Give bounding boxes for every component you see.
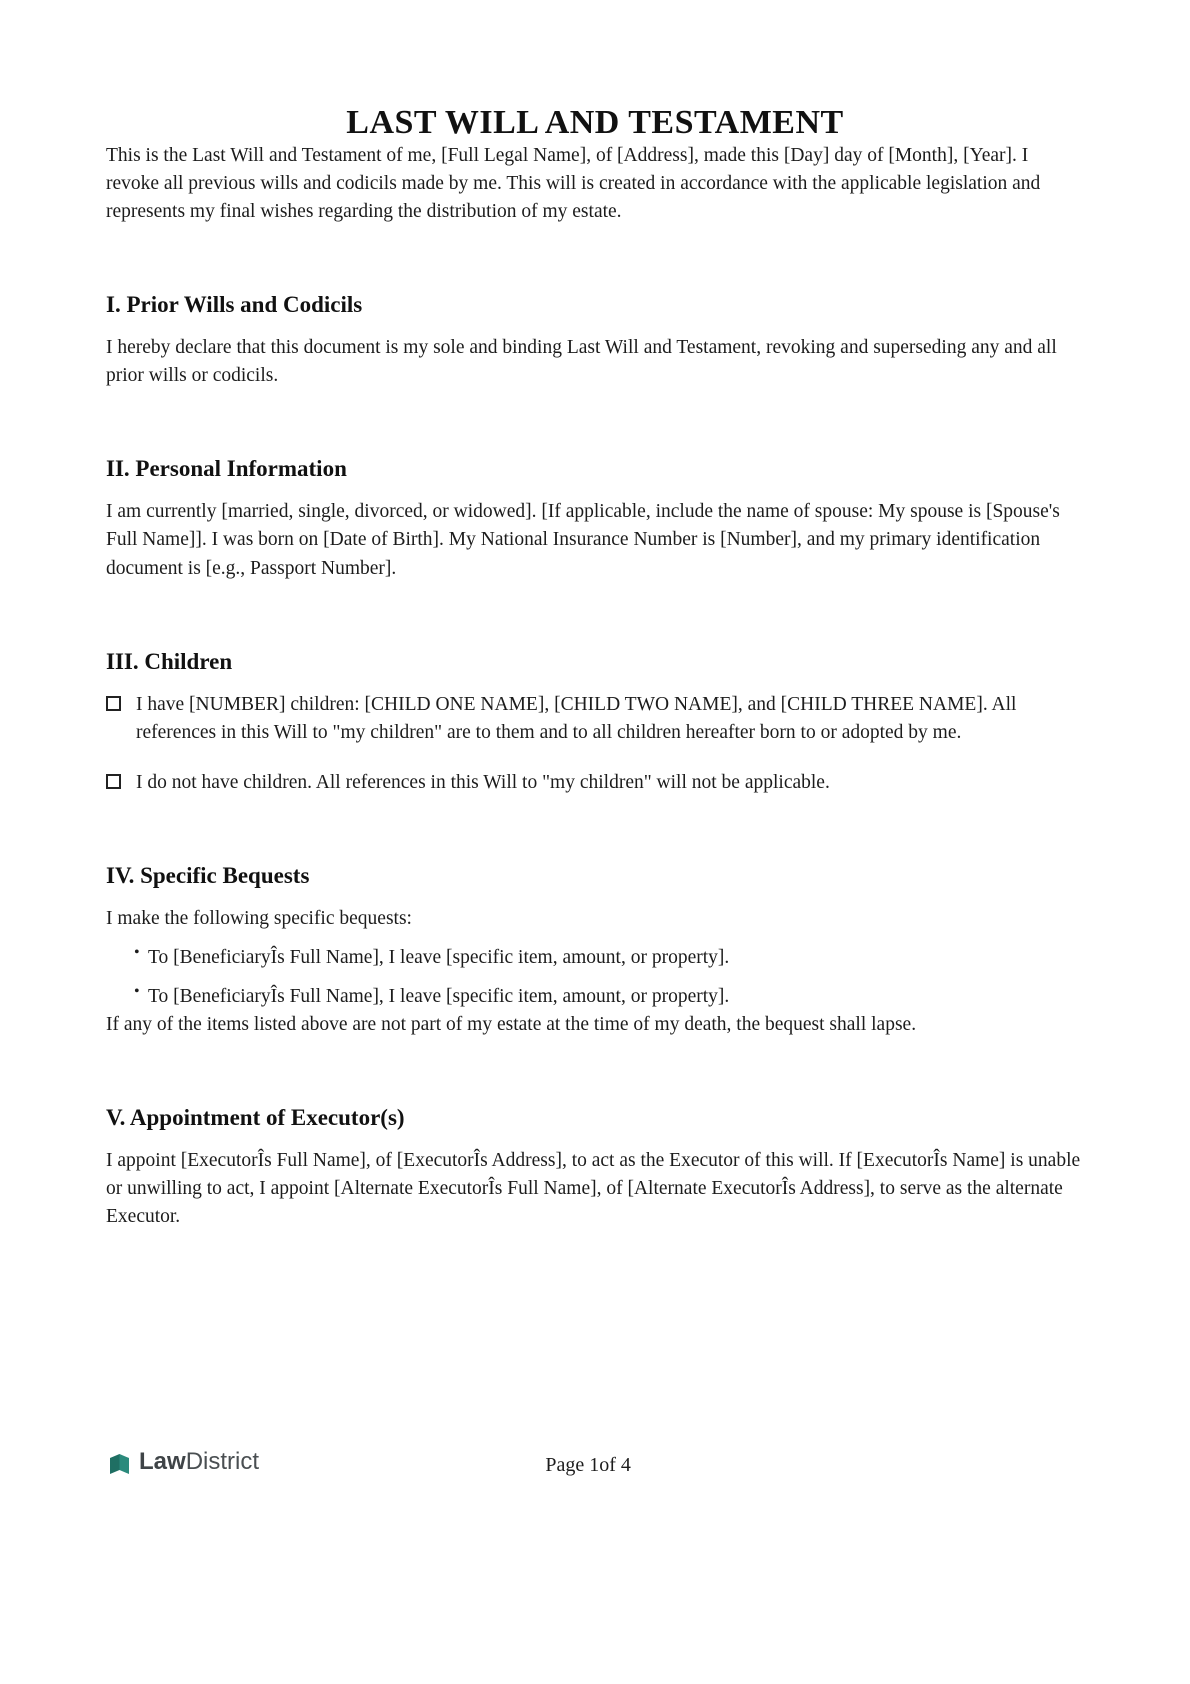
bequests-lead: I make the following specific bequests:	[106, 907, 412, 929]
children-option-none-text: I do not have children. All references in this Will to "my children" will not be applicable.	[136, 771, 830, 793]
bequest-item	[134, 944, 1084, 972]
section-executors	[106, 1105, 1084, 1231]
checkbox-no-children[interactable]	[106, 774, 121, 789]
lawdistrict-logo-icon	[106, 1449, 133, 1476]
section-heading-prior-wills: I. Prior Wills and Codicils	[106, 292, 363, 318]
section-heading-executors: V. Appointment of Executor(s)	[106, 1105, 405, 1131]
bullet-icon: •	[134, 983, 140, 1001]
brand-text-district: District	[185, 1448, 260, 1475]
section-prior-wills	[106, 292, 1084, 390]
bullet-icon: •	[134, 943, 140, 961]
section-heading-specific-bequests: IV. Specific Bequests	[106, 862, 310, 888]
children-option-have-text: I have [NUMBER] children: [CHILD ONE NAME], [CHILD TWO NAME], and [CHILD THREE NAME]. All references in this Will to "my children" are to them and to all children hereafter born to or adopted by me.	[136, 693, 1017, 743]
lawdistrict-logo	[106, 1448, 259, 1476]
bequests-note: If any of the items listed above are not part of my estate at the time of my death, the bequest shall lapse.	[106, 1014, 917, 1036]
page-footer	[106, 1448, 1084, 1488]
children-option-none	[106, 769, 1084, 797]
section-personal-information	[106, 456, 1084, 582]
brand-text-law: Law	[139, 1448, 186, 1475]
prior-wills-paragraph: I hereby declare that this document is my sole and binding Last Will and Testament, revoking and superseding any and all prior wills or codicils.	[106, 337, 1057, 387]
bequest-item-text: To [BeneficiaryÎs Full Name], I leave [specific item, amount, or property].	[148, 986, 730, 1008]
section-specific-bequests	[106, 863, 1084, 1039]
page-number-label: Page 1of 4	[545, 1454, 631, 1476]
bequest-item-text: To [BeneficiaryÎs Full Name], I leave [specific item, amount, or property].	[148, 946, 730, 968]
personal-information-paragraph: I am currently [married, single, divorced, or widowed]. [If applicable, include the name of spouse: My spouse is [Spouse's Full Name]]. I was born on [Date of Birth]. My National Insurance Number is [Number], and my primary identification document is [e.g., Passport Number].	[106, 501, 1060, 579]
checkbox-have-children[interactable]	[106, 696, 121, 711]
bequest-item	[134, 983, 1084, 1011]
section-heading-personal-information: II. Personal Information	[106, 456, 347, 482]
page-title: LAST WILL AND TESTAMENT	[346, 104, 844, 141]
section-heading-children: III. Children	[106, 648, 233, 674]
section-children	[106, 649, 1084, 797]
executors-paragraph: I appoint [ExecutorÎs Full Name], of [ExecutorÎs Address], to act as the Executor of this will. If [ExecutorÎs Name] is unable or unwilling to act, I appoint [Alternate ExecutorÎs Full Name], of [Alternate ExecutorÎs Address], to serve as the alternate Executor.	[106, 1150, 1081, 1228]
intro-paragraph: This is the Last Will and Testament of me, [Full Legal Name], of [Address], made this [Day] day of [Month], [Year]. I revoke all previous wills and codicils made by me. This will is created in accordance with the applicable legislation and represents my final wishes regarding the distribution of my estate.	[106, 145, 1041, 223]
children-option-have	[106, 691, 1084, 747]
brand-text	[139, 1448, 259, 1476]
